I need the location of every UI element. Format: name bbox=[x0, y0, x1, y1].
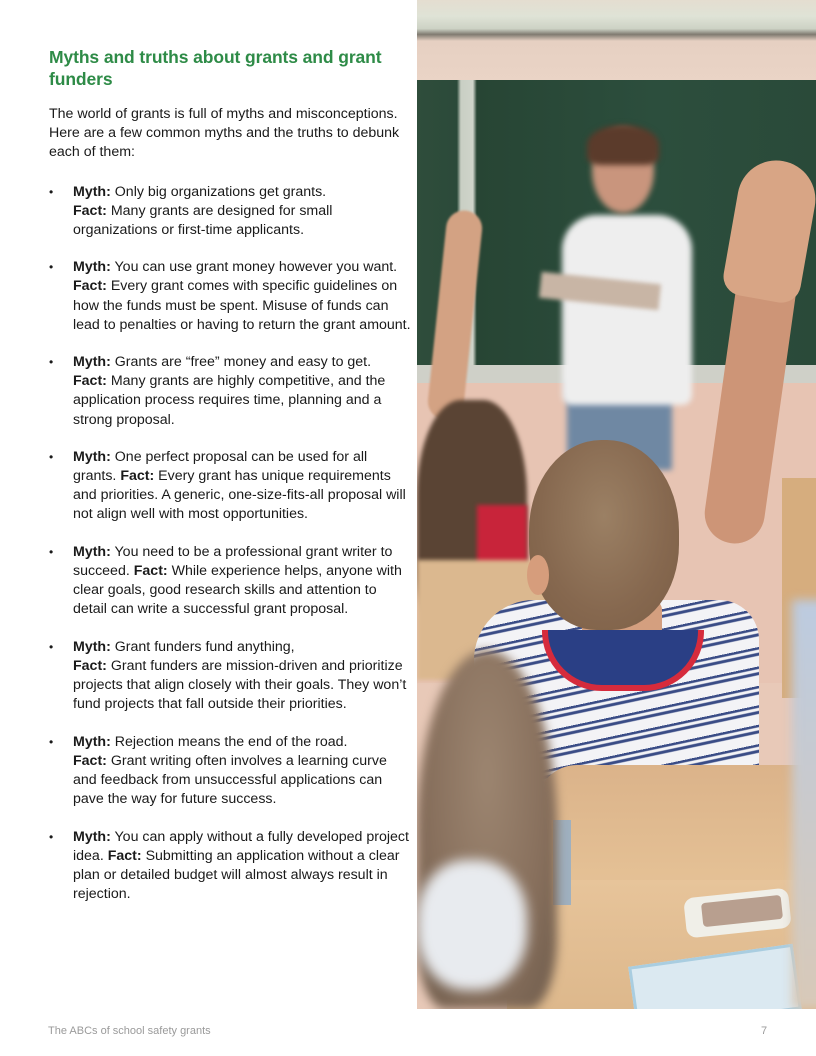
list-item bbox=[49, 543, 411, 619]
fact-text: Many grants are designed for small organizations or first-time applicants. bbox=[73, 202, 333, 238]
myth-text: You can use grant money however you want. bbox=[110, 259, 398, 276]
bullet-icon: • bbox=[49, 450, 54, 465]
footer-doc-title: The ABCs of school safety grants bbox=[48, 1025, 211, 1037]
fact-label: Fact: bbox=[73, 752, 107, 769]
fact-text: Grant funders are mission-driven and prioritize projects that align closely with their goals. They won’t fund projects that fall outside their priorities. bbox=[73, 657, 407, 713]
article-column bbox=[49, 46, 411, 923]
page-title: Myths and truths about grants and grant funders bbox=[49, 47, 382, 89]
myth-text: Only big organizations get grants. bbox=[110, 183, 327, 200]
fact-text: Every grant has unique requirements and priorities. A generic, one-size-fits-all proposal will not align well with most opportunities. bbox=[73, 468, 406, 523]
intro-paragraph: The world of grants is full of myths and misconceptions. Here are a few common myths and the truths to debunk each of them: bbox=[49, 106, 400, 161]
myth-text: Grants are “free” money and easy to get. bbox=[110, 354, 372, 371]
list-item bbox=[49, 733, 411, 809]
myth-label: Myth: bbox=[73, 354, 111, 371]
list-item bbox=[49, 183, 411, 240]
myth-label: Myth: bbox=[73, 828, 111, 845]
photo-teacher-shirt bbox=[562, 215, 692, 405]
fact-label: Fact: bbox=[73, 657, 107, 674]
fact-label: Fact: bbox=[133, 563, 168, 580]
photo-boy-head bbox=[529, 440, 679, 630]
bullet-icon: • bbox=[49, 829, 54, 844]
list-item bbox=[49, 258, 411, 334]
fact-text: Submitting an application without a clear plan or detailed budget will almost always result in rejection. bbox=[73, 847, 400, 902]
photo-teacher-hair bbox=[587, 125, 659, 165]
bullet-icon: • bbox=[49, 734, 54, 749]
list-item bbox=[49, 353, 411, 429]
myth-text: You can apply without a fully developed project idea. bbox=[73, 828, 409, 864]
fact-label: Fact: bbox=[73, 202, 107, 219]
fact-label: Fact: bbox=[107, 847, 142, 864]
fact-text: Every grant comes with specific guidelines on how the funds must be spent. Misuse of funds can lead to penalties or having to return the grant amount. bbox=[73, 278, 411, 333]
bullet-icon: • bbox=[49, 639, 54, 654]
myth-text: One perfect proposal can be used for all grants. bbox=[73, 449, 368, 485]
bullet-icon: • bbox=[49, 545, 54, 560]
photo-scrunchie bbox=[417, 860, 527, 990]
myth-label: Myth: bbox=[73, 259, 111, 276]
myth-text: You need to be a professional grant writer to succeed. bbox=[73, 544, 393, 580]
list-item bbox=[49, 448, 411, 524]
myth-text: Grant funders fund anything, bbox=[110, 638, 295, 655]
myths-list bbox=[49, 183, 411, 904]
photo-right-blur bbox=[792, 600, 816, 1009]
photo-boy-ear bbox=[527, 555, 549, 595]
myth-text: Rejection means the end of the road. bbox=[110, 733, 348, 750]
fact-label: Fact: bbox=[73, 278, 107, 295]
myth-label: Myth: bbox=[73, 733, 111, 750]
fact-label: Fact: bbox=[120, 468, 155, 485]
fact-text: While experience helps, anyone with clear goals, good research skills and attention to detail can write a successful grant proposal. bbox=[73, 563, 402, 618]
bullet-icon: • bbox=[49, 355, 54, 370]
myth-label: Myth: bbox=[73, 638, 111, 655]
myth-label: Myth: bbox=[73, 449, 111, 466]
page-number: 7 bbox=[761, 1025, 768, 1037]
list-item bbox=[49, 638, 411, 714]
list-item bbox=[49, 828, 411, 904]
myth-label: Myth: bbox=[73, 544, 111, 561]
photo-ceiling bbox=[417, 0, 816, 82]
fact-text: Grant writing often involves a learning curve and feedback from unsuccessful applications can pave the way for future success. bbox=[73, 752, 387, 808]
fact-text: Many grants are highly competitive, and the application process requires time, planning and a strong proposal. bbox=[73, 373, 386, 428]
fact-label: Fact: bbox=[73, 373, 107, 390]
myth-label: Myth: bbox=[73, 183, 111, 200]
classroom-photo bbox=[417, 0, 816, 1009]
bullet-icon: • bbox=[49, 184, 54, 199]
bullet-icon: • bbox=[49, 260, 54, 275]
